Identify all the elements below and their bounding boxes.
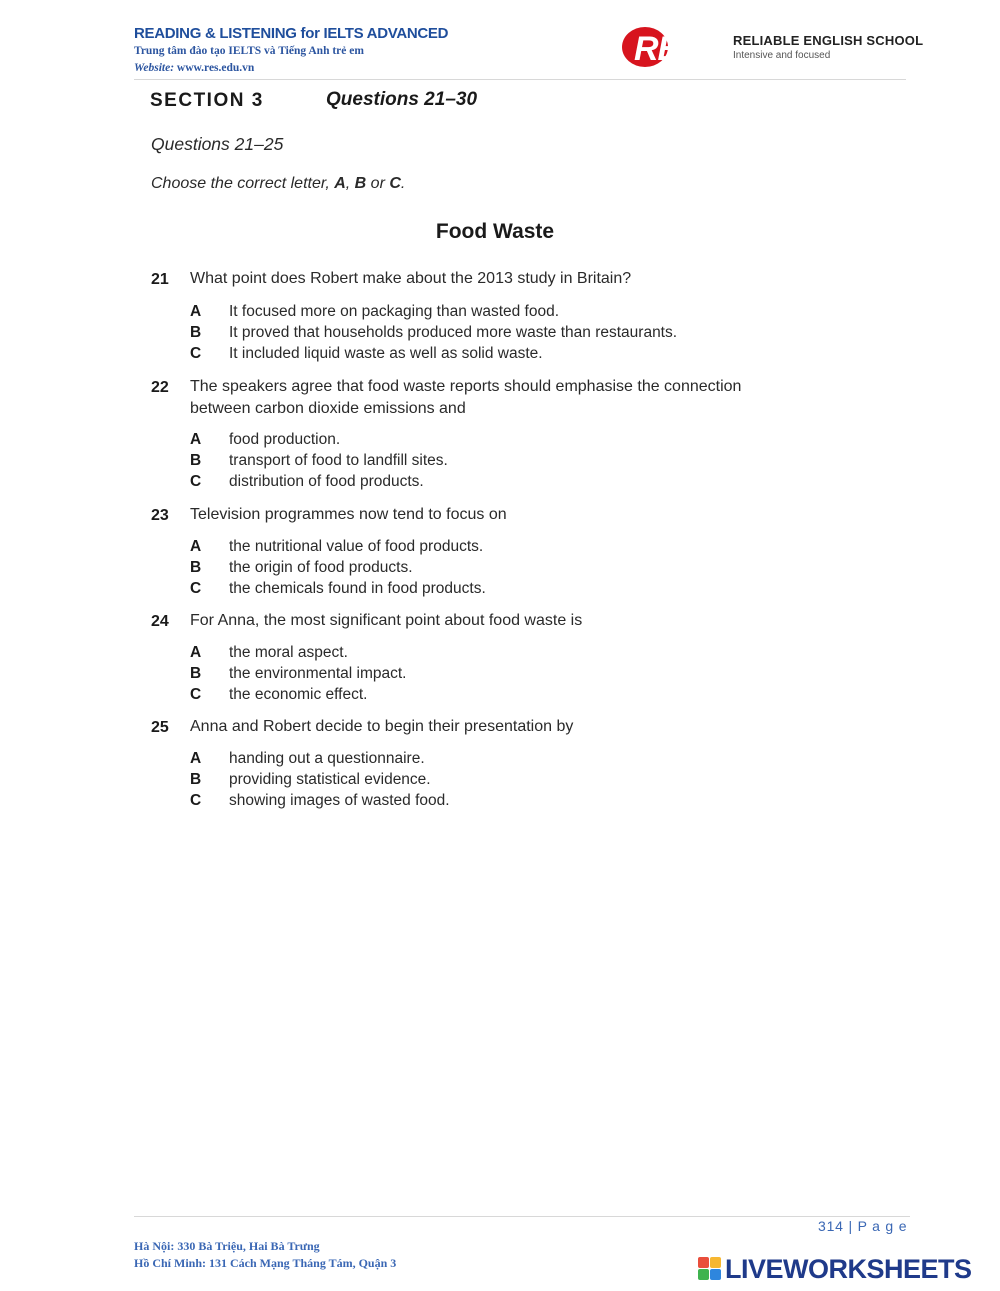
website-label: Website: (134, 62, 175, 74)
header-website (134, 62, 254, 74)
option-letter[interactable]: B (190, 324, 202, 341)
option-letter[interactable]: C (190, 792, 202, 809)
option-text[interactable]: handing out a questionnaire. (229, 750, 425, 767)
page-number: 314 | P a g e (818, 1218, 908, 1234)
option-text[interactable]: It proved that households produced more waste than restaurants. (229, 324, 678, 341)
instruction-text: Choose the correct letter, (151, 175, 335, 192)
question-text: Anna and Robert decide to begin their presentation by (190, 718, 574, 735)
question-number: 22 (151, 379, 169, 396)
option-text[interactable]: the moral aspect. (229, 644, 348, 661)
logo-text: RES (634, 30, 701, 68)
option-letter[interactable]: B (190, 452, 202, 469)
question-number: 21 (151, 271, 169, 288)
option-text[interactable]: distribution of food products. (229, 473, 424, 490)
option-text[interactable]: providing statistical evidence. (229, 771, 431, 788)
option-text[interactable]: the origin of food products. (229, 559, 413, 576)
address-hcm: Hồ Chí Minh: 131 Cách Mạng Tháng Tám, Quận 3 (134, 1256, 397, 1270)
instruction-letter-a: A (334, 175, 346, 192)
option-letter[interactable]: A (190, 303, 202, 320)
option-letter[interactable]: C (190, 473, 202, 490)
option-letter[interactable]: B (190, 665, 202, 682)
address-hanoi: Hà Nội: 330 Bà Triệu, Hai Bà Trưng (134, 1239, 320, 1253)
instruction (151, 175, 405, 193)
option-letter[interactable]: B (190, 559, 202, 576)
option-text[interactable]: the nutritional value of food products. (229, 538, 484, 555)
passage-title: Food Waste (435, 220, 555, 243)
question-text: The speakers agree that food waste reports should emphasise the connection between carbon dioxide emissions and (190, 378, 742, 417)
instruction-letter-c: C (389, 175, 401, 192)
footer-divider (134, 1216, 910, 1217)
option-letter[interactable]: A (190, 750, 202, 767)
header-subtitle: Trung tâm đào tạo IELTS và Tiếng Anh trẻ em (134, 45, 364, 57)
option-letter[interactable]: C (190, 345, 202, 362)
questions-subrange: Questions 21–25 (151, 134, 284, 154)
header-divider (134, 79, 906, 80)
option-text[interactable]: the chemicals found in food products. (229, 580, 486, 597)
option-text[interactable]: showing images of wasted food. (229, 792, 450, 809)
header-title: READING & LISTENING for IELTS ADVANCED (134, 25, 449, 42)
section-label: SECTION 3 (150, 90, 264, 111)
question-number: 24 (151, 613, 169, 630)
school-name: RELIABLE ENGLISH SCHOOL (733, 33, 924, 48)
question-text: For Anna, the most significant point about food waste is (190, 612, 583, 629)
question-number: 23 (151, 507, 169, 524)
option-text[interactable]: It focused more on packaging than wasted food. (229, 303, 560, 320)
questions-range: Questions 21–30 (326, 89, 478, 110)
option-letter[interactable]: B (190, 771, 202, 788)
option-letter[interactable]: A (190, 538, 202, 555)
option-text[interactable]: food production. (229, 431, 341, 448)
option-text[interactable]: the environmental impact. (229, 665, 407, 682)
option-letter[interactable]: A (190, 644, 202, 661)
instruction-sep: , (345, 175, 355, 192)
instruction-letter-b: B (354, 175, 367, 192)
question-number: 25 (151, 719, 169, 736)
option-letter[interactable]: C (190, 580, 202, 597)
liveworksheets-wordmark[interactable]: LIVEWORKSHEETS (725, 1254, 972, 1284)
instruction-sep: . (400, 175, 406, 192)
option-text[interactable]: the economic effect. (229, 686, 368, 703)
question-text: What point does Robert make about the 2013 study in Britain? (190, 270, 632, 287)
school-tagline: Intensive and focused (733, 50, 831, 61)
option-text[interactable]: It included liquid waste as well as solid waste. (229, 345, 543, 362)
instruction-sep: or (366, 175, 390, 192)
liveworksheets-logo-icon (697, 1254, 723, 1284)
website-link[interactable]: www.res.edu.vn (176, 62, 255, 74)
option-letter[interactable]: A (190, 431, 202, 448)
option-text[interactable]: transport of food to landfill sites. (229, 452, 448, 469)
question-text: Television programmes now tend to focus on (190, 506, 507, 523)
option-letter[interactable]: C (190, 686, 202, 703)
